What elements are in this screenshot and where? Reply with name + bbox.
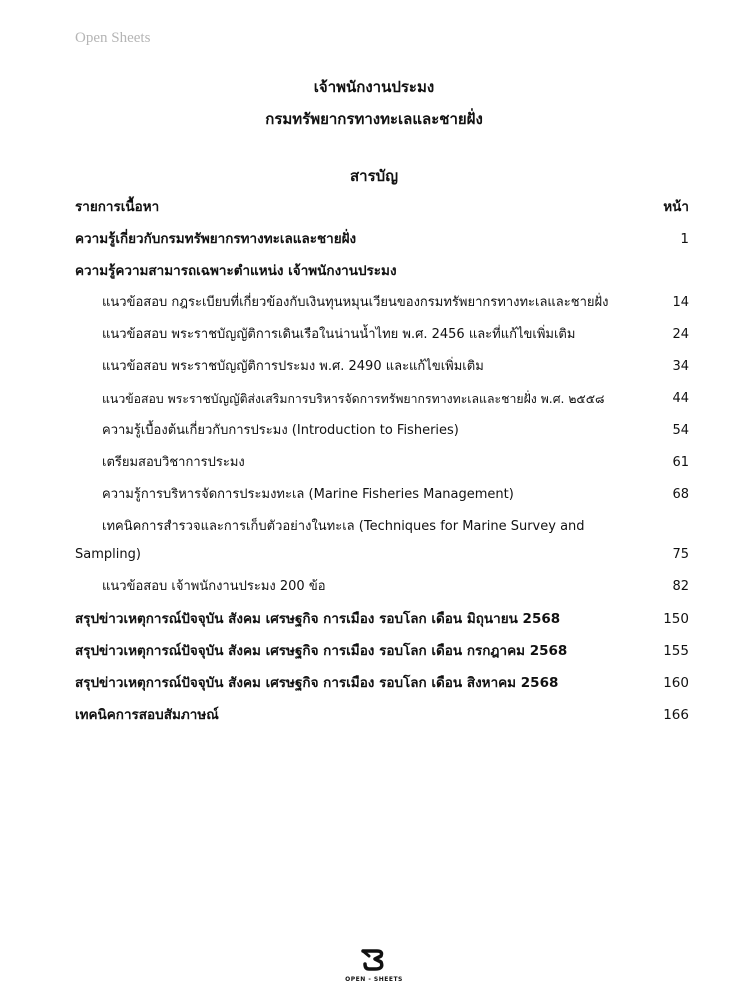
toc-entry-page: 14 [672,295,689,310]
toc-entry[interactable] [75,701,689,733]
toc-entry-label: แนวข้อสอบ พระราชบัญญัติการประมง พ.ศ. 2490 และแก้ไขเพิ่มเติม [102,359,484,374]
toc-column-contents: รายการเนื้อหา [75,199,160,215]
toc-entry-page: 61 [672,455,689,470]
toc-column-page: หน้า [663,199,689,215]
toc-entry[interactable] [75,573,689,605]
toc-entry-page: 1 [680,231,689,247]
toc-entry[interactable] [75,513,689,573]
toc-entry-label: สรุปข่าวเหตุการณ์ปัจจุบัน สังคม เศรษฐกิจ การเมือง รอบโลก เดือน สิงหาคม 2568 [75,675,559,691]
toc-entry[interactable] [75,353,689,385]
toc-entry-label: สรุปข่าวเหตุการณ์ปัจจุบัน สังคม เศรษฐกิจ การเมือง รอบโลก เดือน กรกฎาคม 2568 [75,643,568,659]
toc-entry-page: 75 [672,547,689,562]
toc-entry-page: 166 [663,707,689,723]
toc-entry-label: เทคนิคการสำรวจและการเก็บตัวอย่างในทะเล (Techniques for Marine Survey and Sampling) [75,519,585,562]
table-of-contents [75,193,689,733]
toc-entry-label: ความรู้ความสามารถเฉพาะตำแหน่ง เจ้าพนักงานประมง [75,263,397,279]
toc-entry-page: 150 [663,611,689,627]
watermark: Open Sheets [75,30,151,46]
toc-entry-page: 82 [672,579,689,594]
toc-entry-label: แนวข้อสอบ พระราชบัญญัติการเดินเรือในน่านน้ำไทย พ.ศ. 2456 และที่แก้ไขเพิ่มเติม [102,327,576,342]
toc-entry[interactable] [75,385,689,417]
toc-entry-page: 24 [672,327,689,342]
toc-entry[interactable] [75,449,689,481]
toc-entry[interactable] [75,417,689,449]
toc-entry-label: แนวข้อสอบ กฎระเบียบที่เกี่ยวข้องกับเงินทุนหมุนเวียนของกรมทรัพยากรทางทะเลและชายฝั่ง [102,295,609,310]
document-title: เจ้าพนักงานประมง [313,78,435,96]
toc-entry[interactable] [75,481,689,513]
toc-entry-label: เทคนิคการสอบสัมภาษณ์ [75,707,219,723]
toc-entry-label: เตรียมสอบวิชาการประมง [102,455,245,470]
toc-entry-page: 54 [672,423,689,438]
toc-entry[interactable] [75,605,689,637]
toc-entry-label: แนวข้อสอบ เจ้าพนักงานประมง 200 ข้อ [102,579,326,594]
toc-entry-page: 160 [663,675,689,691]
toc-entry[interactable] [75,289,689,321]
toc-entry[interactable] [75,669,689,701]
toc-entry[interactable] [75,225,689,257]
toc-section[interactable] [75,257,689,289]
logo-mark-icon [359,948,389,972]
toc-entry-label: ความรู้เบื้องต้นเกี่ยวกับการประมง (Introduction to Fisheries) [102,423,459,438]
open-sheets-logo [336,948,412,983]
toc-entry-label: ความรู้การบริหารจัดการประมงทะเล (Marine Fisheries Management) [102,487,514,502]
toc-entry-page: 44 [672,391,689,406]
toc-entry-page: 68 [672,487,689,502]
toc-entry-page: 34 [672,359,689,374]
toc-entry-label: สรุปข่าวเหตุการณ์ปัจจุบัน สังคม เศรษฐกิจ การเมือง รอบโลก เดือน มิถุนายน 2568 [75,611,561,627]
toc-entry[interactable] [75,637,689,669]
toc-entry-page: 155 [663,643,689,659]
toc-header-row [75,193,689,225]
toc-heading: สารบัญ [350,167,398,185]
toc-entry-label: ความรู้เกี่ยวกับกรมทรัพยากรทางทะเลและชายฝั่ง [75,231,357,247]
logo-text: OPEN - SHEETS [345,976,403,983]
toc-entry[interactable] [75,321,689,353]
document-subtitle: กรมทรัพยากรทางทะเลและชายฝั่ง [265,110,483,128]
toc-entry-label: แนวข้อสอบ พระราชบัญญัติส่งเสริมการบริหารจัดการทรัพยากรทางทะเลและชายฝั่ง พ.ศ. ๒๕๕๘ [102,392,605,406]
